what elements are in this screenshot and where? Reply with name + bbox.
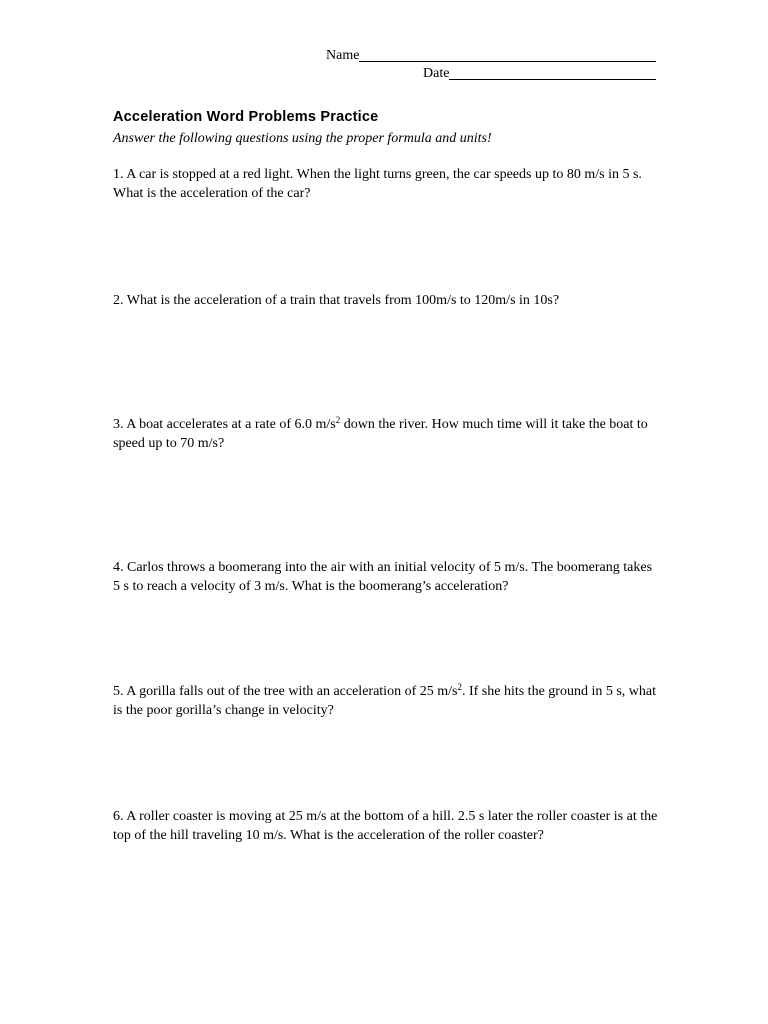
worksheet-title: Acceleration Word Problems Practice xyxy=(113,109,379,125)
question-5-text-start: 5. A gorilla falls out of the tree with an acceleration of 25 m/s xyxy=(113,684,458,699)
worksheet-instructions: Answer the following questions using the proper formula and units! xyxy=(113,131,492,146)
question-3-text-end: down the river. How much time will it take the boat to speed up to 70 m/s? xyxy=(113,417,648,451)
question-6: 6. A roller coaster is moving at 25 m/s at the bottom of a hill. 2.5 s later the roller coaster is at the top of the hill traveling 10 m/s. What is the acceleration of the roller coaster? xyxy=(113,809,658,843)
question-3-text-start: 3. A boat accelerates at a rate of 6.0 m/s xyxy=(113,417,336,432)
question-5-superscript: 2 xyxy=(457,682,462,692)
name-blank-line[interactable] xyxy=(359,47,656,62)
date-label: Date xyxy=(423,66,450,81)
question-4: 4. Carlos throws a boomerang into the air with an initial velocity of 5 m/s. The boomerang takes 5 s to reach a velocity of 3 m/s. What is the boomerang’s acceleration? xyxy=(113,560,653,594)
question-3-superscript: 2 xyxy=(335,415,341,425)
question-2: 2. What is the acceleration of a train that travels from 100m/s to 120m/s in 10s? xyxy=(113,293,560,308)
question-3 xyxy=(113,416,658,453)
name-field[interactable] xyxy=(326,47,656,65)
date-field[interactable] xyxy=(423,65,656,83)
date-blank-line[interactable] xyxy=(449,65,656,80)
question-1: 1. A car is stopped at a red light. When the light turns green, the car speeds up to 80 m/s in 5 s. What is the acceleration of the car? xyxy=(113,167,642,201)
name-label: Name xyxy=(326,48,360,63)
question-5-text-end: . If she hits the ground in 5 s, what is the poor gorilla’s change in velocity? xyxy=(113,684,656,718)
question-5 xyxy=(113,683,658,720)
